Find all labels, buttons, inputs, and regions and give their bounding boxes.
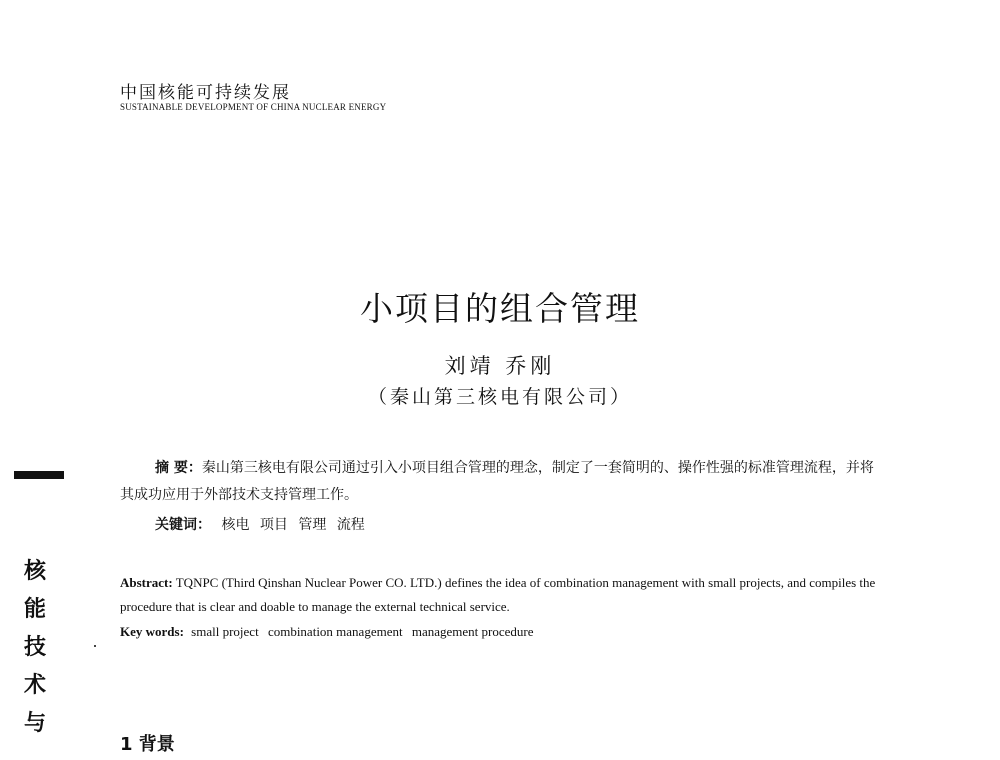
keyword-cn: 核电 <box>221 517 250 533</box>
abstract-cn-text: 秦山第三核电有限公司通过引入小项目组合管理的理念，制定了一套简明的、操作性强的标准管理流程，并将其成功应用于外部技术支持管理工作。 <box>120 460 874 503</box>
keyword-en: small project <box>191 624 259 639</box>
side-column-char: 技 <box>23 634 46 660</box>
side-column-title <box>22 552 48 742</box>
journal-name-cn: 中国核能可持续发展 <box>120 83 291 103</box>
keywords-cn-label: 关键词： <box>155 517 211 533</box>
keyword-cn: 流程 <box>336 517 365 533</box>
side-column-char: 能 <box>23 596 46 622</box>
abstract-en <box>120 571 890 619</box>
abstract-en-text: TQNPC (Third Qinshan Nuclear Power CO. LTD.) defines the idea of combination management with small projects, and compiles the procedure that is clear and doable to manage the external technical service. <box>120 575 876 614</box>
section-heading: 1 背景 <box>120 734 175 755</box>
article-affiliation: （秦山第三核电有限公司） <box>367 386 632 408</box>
abstract-cn-label: 摘 要： <box>155 460 202 476</box>
keyword-cn: 管理 <box>298 517 327 533</box>
keywords-en <box>120 624 539 640</box>
scan-speck <box>94 645 96 647</box>
side-column-char: 术 <box>23 672 46 698</box>
abstract-cn <box>120 455 885 509</box>
keywords-en-label: Key words: <box>120 624 184 639</box>
keyword-en: management procedure <box>411 624 534 639</box>
abstract-en-label: Abstract: <box>120 575 173 590</box>
side-column-char: 与 <box>23 710 46 736</box>
article-authors: 刘靖 乔刚 <box>444 354 556 378</box>
keyword-cn: 项目 <box>259 517 288 533</box>
journal-name-en: SUSTAINABLE DEVELOPMENT OF CHINA NUCLEAR ENERGY <box>120 102 387 112</box>
keyword-en: combination management <box>267 624 403 639</box>
article-title: 小项目的组合管理 <box>360 289 640 328</box>
side-column-char: 核 <box>23 558 46 584</box>
side-marker-bar <box>14 471 64 479</box>
keywords-cn <box>155 514 371 534</box>
